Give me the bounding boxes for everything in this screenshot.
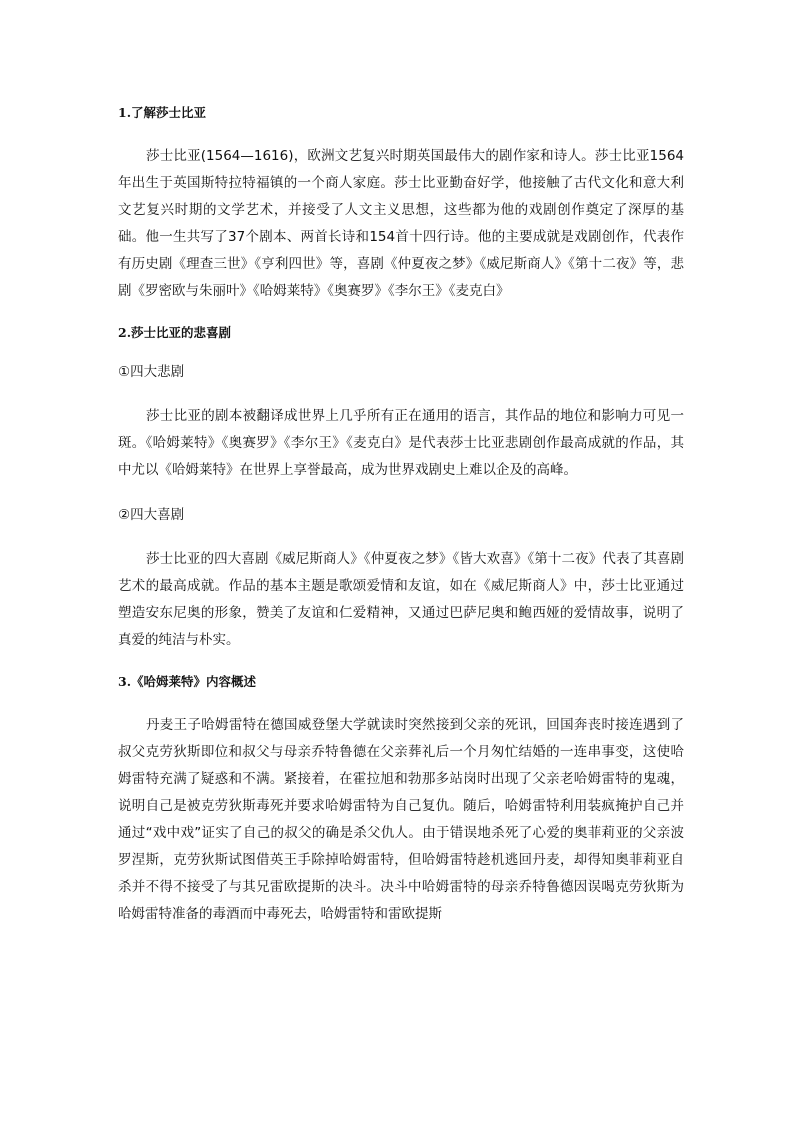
subheading-four-comedies: ②四大喜剧	[118, 507, 185, 523]
section-heading-hamlet-summary: 3.《哈姆莱特》内容概述	[118, 674, 257, 689]
paragraph-four-comedies: 莎士比亚的四大喜剧《威尼斯商人》《仲夏夜之梦》《皆大欢喜》《第十二夜》代表了其喜剧艺术的最高成就。作品的基本主题是歌颂爱情和友谊，如在《威尼斯商人》中，莎士比亚通过塑造安东尼奥的形象，赞美了友谊和仁爱精神，又通过巴萨尼奥和鲍西娅的爱情故事，说明了真爱的纯洁与朴实。	[118, 551, 684, 648]
paragraph-hamlet-summary: 丹麦王子哈姆雷特在德国威登堡大学就读时突然接到父亲的死讯，回国奔丧时接连遇到了叔父克劳狄斯即位和叔父与母亲乔特鲁德在父亲葬礼后一个月匆忙结婚的一连串事变，这使哈姆雷特充满了疑惑和不满。紧接着，在霍拉旭和勃那多站岗时出现了父亲老哈姆雷特的鬼魂，说明自己是被克劳狄斯毒死并要求哈姆雷特为自己复仇。随后，哈姆雷特利用装疯掩护自己并通过“戏中戏”证实了自己的叔父的确是杀父仇人。由于错误地杀死了心爱的奥菲莉亚的父亲波罗涅斯，克劳狄斯试图借英王手除掉哈姆雷特，但哈姆雷特趁机逃回丹麦，却得知奥菲莉亚自杀并不得不接受了与其兄雷欧提斯的决斗。决斗中哈姆雷特的母亲乔特鲁德因误喝克劳狄斯为哈姆雷特准备的毒酒而中毒死去，哈姆雷特和雷欧提斯	[118, 717, 684, 922]
subheading-four-tragedies: ①四大悲剧	[118, 364, 185, 380]
paragraph-shakespeare-biography: 莎士比亚(1564—1616)，欧洲文艺复兴时期英国最伟大的剧作家和诗人。莎士比亚1564年出生于英国斯特拉特福镇的一个商人家庭。莎士比亚勤奋好学，他接触了古代文化和意大利文艺复兴时期的文学艺术，并接受了人文主义思想，这些都为他的戏剧创作奠定了深厚的基础。他一生共写了37个剧本、两首长诗和154首十四行诗。他的主要成就是戏剧创作，代表作有历史剧《理查三世》《亨利四世》等，喜剧《仲夏夜之梦》《威尼斯商人》《第十二夜》等，悲剧《罗密欧与朱丽叶》《哈姆莱特》《奥赛罗》《李尔王》《麦克白》	[118, 148, 684, 299]
paragraph-four-tragedies: 莎士比亚的剧本被翻译成世界上几乎所有正在通用的语言，其作品的地位和影响力可见一斑。《哈姆莱特》《奥赛罗》《李尔王》《麦克白》是代表莎士比亚悲剧创作最高成就的作品，其中尤以《哈姆莱特》在世界上享誉最高，成为世界戏剧史上难以企及的高峰。	[118, 408, 684, 478]
section-heading-about-shakespeare: 1.了解莎士比亚	[118, 105, 207, 120]
section-heading-tragedies-comedies: 2.莎士比亚的悲喜剧	[118, 325, 232, 340]
